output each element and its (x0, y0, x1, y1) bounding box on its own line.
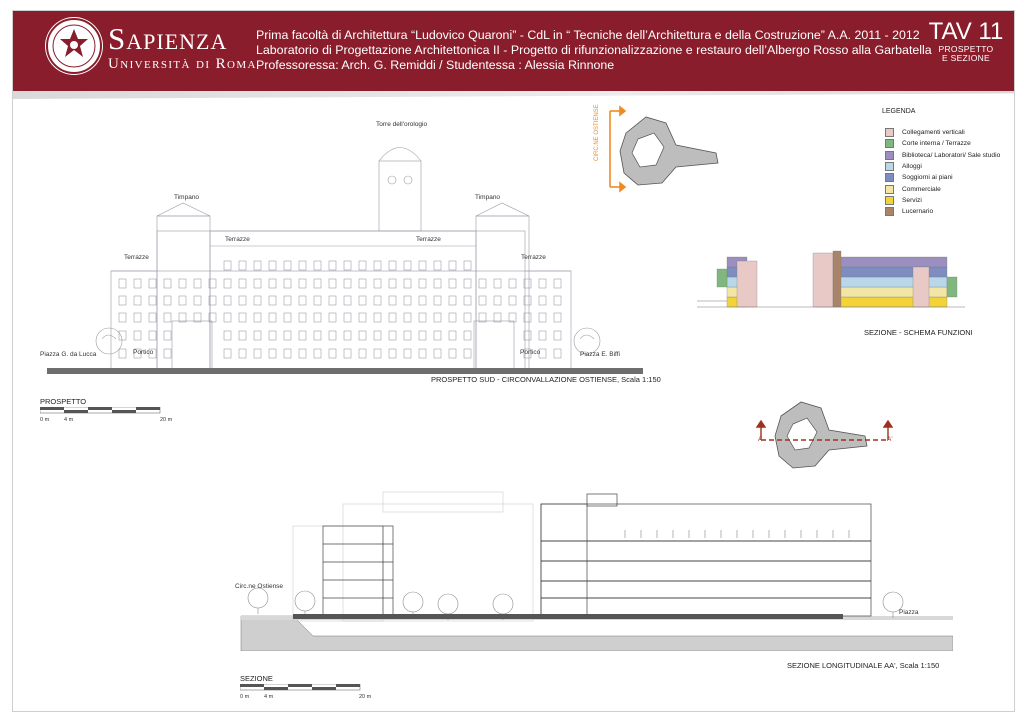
label-clock-tower: Torre dell'orologio (376, 121, 428, 128)
label-pediment-left: Timpano (174, 194, 200, 201)
label-portico-left: Portico (133, 349, 154, 356)
key-plan-top (596, 103, 726, 195)
key-plan-street-label: CIRC.NE OSTIENSE (594, 104, 600, 161)
university-seal-logo (45, 17, 103, 75)
legend-swatch (885, 185, 894, 194)
scale-tick-4-sezione: 4 m (264, 694, 274, 700)
scale-tick-4-prospetto: 4 m (64, 417, 74, 423)
legend-item (885, 195, 1000, 206)
legend-swatch (885, 139, 894, 148)
university-brand (108, 23, 257, 73)
legend-label: Soggiorni ai piani (902, 174, 953, 182)
elevation-caption: PROSPETTO SUD - CIRCONVALLAZIONE OSTIENSE, Scala 1:150 (431, 375, 661, 384)
legend-swatch (885, 173, 894, 182)
legend-label: Collegamenti verticali (902, 129, 965, 137)
people-line: Professoressa: Arch. G. Remiddi / Studentessa : Alessia Rinnone (256, 58, 615, 72)
legend-item (885, 138, 1000, 149)
label-terrace-3: Terrazze (416, 236, 441, 243)
legend (885, 127, 1000, 217)
header-stripe (13, 91, 1015, 99)
drawing-sheet (12, 10, 1015, 712)
lab-line: Laboratorio di Progettazione Architettonica II - Progetto di rifunzionalizzazione e restauro dell’Albergo Rosso alla Garbatella (256, 43, 932, 57)
label-terrace-2: Terrazze (225, 236, 250, 243)
scale-tick-0-sezione: 0 m (240, 694, 250, 700)
legend-label: Alloggi (902, 163, 922, 171)
scale-tick-20-sezione: 20 m (359, 694, 372, 700)
legend-swatch (885, 207, 894, 216)
legend-item (885, 127, 1000, 138)
label-piazza: Piazza (899, 609, 919, 616)
legend-swatch (885, 196, 894, 205)
legend-item (885, 183, 1000, 194)
brand-subtitle: Università di Roma (108, 56, 257, 72)
course-line: Prima facoltà di Architettura “Ludovico Quaroni” - CdL in “ Tecniche dell’Architettura e della Costruzione” A.A. 2011 - 2012 (256, 28, 920, 42)
scale-bar-sezione (240, 684, 365, 692)
legend-item (885, 150, 1000, 161)
label-pediment-right: Timpano (475, 194, 501, 201)
label-piazza-left: Piazza G. da Lucca (40, 351, 97, 358)
scale-bar-prospetto (40, 407, 165, 415)
section-mark-a-prime: A' (887, 436, 893, 443)
legend-title: LEGENDA (882, 108, 916, 115)
label-circ-ostiense: Circ.ne Ostiense (235, 583, 284, 590)
legend-label: Servizi (902, 196, 922, 204)
legend-swatch (885, 151, 894, 160)
label-terrace-1: Terrazze (124, 254, 149, 261)
legend-item (885, 161, 1000, 172)
scale-title-sezione: SEZIONE (240, 674, 273, 683)
section-mark-a: A (758, 436, 763, 443)
label-terrace-4: Terrazze (521, 254, 546, 261)
longitudinal-section-drawing (233, 486, 953, 651)
legend-swatch (885, 128, 894, 137)
legend-item (885, 172, 1000, 183)
sheet-subtitle-2: E SEZIONE (941, 53, 991, 63)
section-caption: SEZIONE LONGITUDINALE AA', Scala 1:150 (787, 661, 940, 670)
label-piazza-right: Piazza E. Biffi (580, 351, 620, 358)
key-plan-section (753, 396, 893, 476)
scale-title-prospetto: PROSPETTO (40, 397, 87, 406)
brand-name: Sapienza (108, 21, 228, 56)
scale-tick-20-prospetto: 20 m (160, 417, 173, 423)
scale-tick-0-prospetto: 0 m (40, 417, 50, 423)
sheet-number: TAV 11 (928, 18, 1004, 45)
sheet-subtitle-1: PROSPETTO (938, 44, 994, 54)
legend-label: Biblioteca/ Laboratori/ Sale studio (902, 151, 1001, 159)
sheet-number-block (921, 19, 1011, 63)
title-block-header (13, 11, 1015, 91)
schema-caption: SEZIONE - SCHEMA FUNZIONI (864, 328, 973, 337)
legend-label: Lucernario (902, 208, 934, 216)
south-elevation-drawing (27, 136, 647, 381)
legend-label: Commerciale (902, 185, 941, 193)
function-schema-drawing (697, 239, 967, 321)
legend-label: Corte interna / Terrazze (902, 140, 971, 148)
label-portico-right: Portico (520, 349, 541, 356)
legend-item (885, 206, 1000, 217)
legend-swatch (885, 162, 894, 171)
project-info (256, 28, 932, 73)
